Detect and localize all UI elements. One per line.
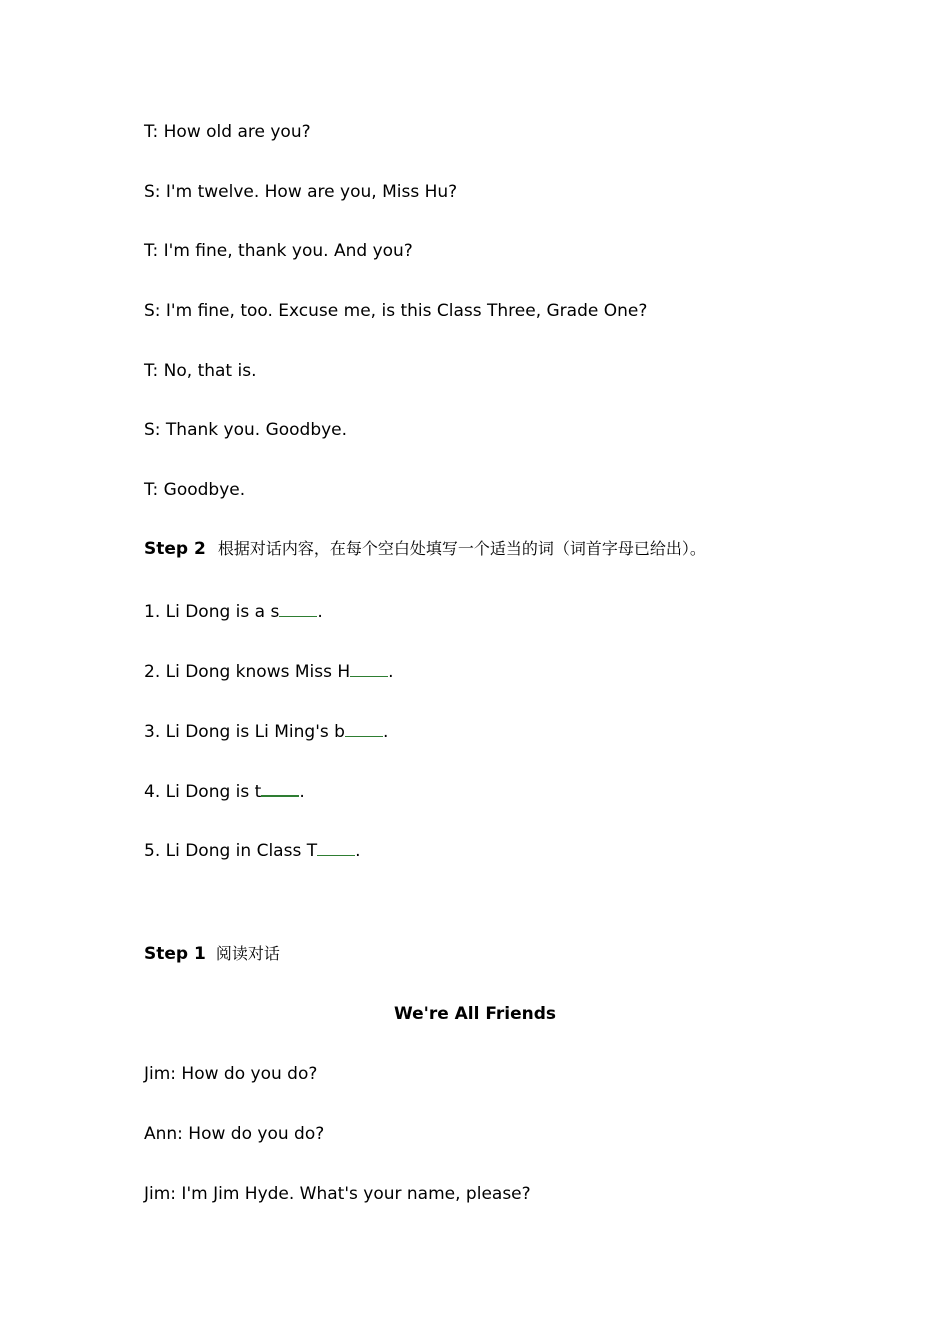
- dialogue-title: We're All Friends: [393, 1004, 557, 1024]
- dialogue-line: T: I'm fine, thank you. And you?: [144, 241, 413, 261]
- exercise-item: [144, 837, 361, 862]
- dialogue-line: T: Goodbye.: [144, 480, 246, 500]
- step-2-heading: [144, 538, 706, 560]
- answer-blank[interactable]: [261, 777, 299, 797]
- answer-blank[interactable]: [279, 598, 317, 617]
- exercise-end: .: [299, 782, 305, 802]
- step-instruction: 根据对话内容，在每个空白处填写一个适当的词（词首字母已给出）。: [217, 539, 706, 558]
- exercise-item: [144, 718, 388, 743]
- exercise-text: 2. Li Dong knows Miss H: [144, 662, 351, 682]
- exercise-text: 4. Li Dong is t: [144, 782, 262, 802]
- exercise-end: .: [355, 841, 361, 861]
- answer-blank[interactable]: [345, 718, 383, 737]
- dialogue-line: S: I'm twelve. How are you, Miss Hu?: [144, 182, 458, 202]
- exercise-item: [144, 777, 305, 803]
- exercise-end: .: [388, 662, 394, 682]
- dialogue-line: S: Thank you. Goodbye.: [144, 420, 348, 440]
- exercise-end: .: [317, 602, 323, 622]
- step-1-heading: [144, 943, 280, 965]
- answer-blank[interactable]: [350, 658, 388, 677]
- exercise-text: 3. Li Dong is Li Ming's b: [144, 722, 345, 742]
- step-instruction: 阅读对话: [215, 944, 280, 963]
- dialogue-line: Ann: How do you do?: [144, 1124, 325, 1144]
- step-label: Step 2: [144, 539, 206, 559]
- exercise-text: 5. Li Dong in Class T: [144, 841, 318, 861]
- step-label: Step 1: [144, 944, 206, 964]
- exercise-text: 1. Li Dong is a s: [144, 602, 280, 622]
- answer-blank[interactable]: [317, 837, 355, 856]
- exercise-item: [144, 658, 394, 683]
- dialogue-line: S: I'm fine, too. Excuse me, is this Class Three, Grade One?: [144, 301, 648, 321]
- dialogue-line: T: How old are you?: [144, 122, 311, 142]
- dialogue-line: Jim: How do you do?: [144, 1064, 318, 1084]
- exercise-item: [144, 598, 323, 623]
- dialogue-line: Jim: I'm Jim Hyde. What's your name, please?: [144, 1184, 531, 1204]
- exercise-end: .: [382, 722, 389, 742]
- dialogue-line: T: No, that is.: [144, 361, 257, 381]
